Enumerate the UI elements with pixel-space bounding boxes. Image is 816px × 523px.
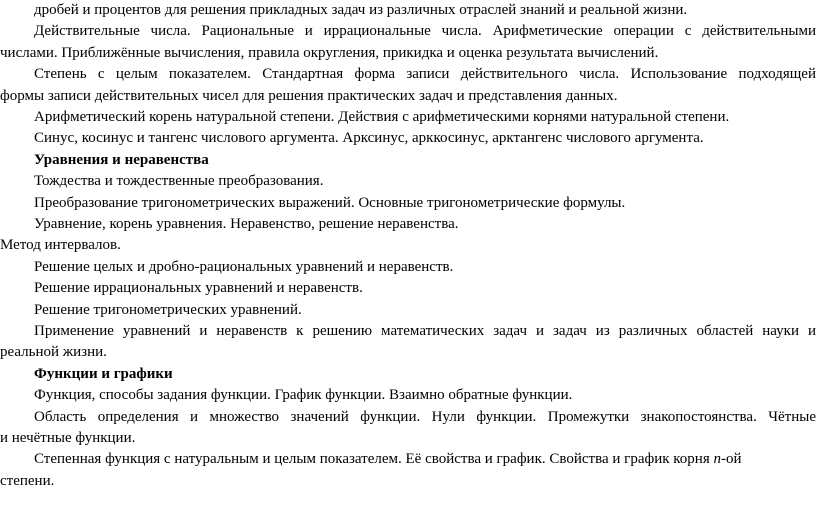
section-heading: Функции и графики <box>34 365 173 382</box>
text-line: Решение тригонометрических уравнений. <box>34 301 302 318</box>
text-line: Действительные числа. Рациональные и иррациональные числа. Арифметические операции с действительными <box>34 23 816 40</box>
text-line: Применение уравнений и неравенств к решению математических задач и задач из различных областей науки и <box>34 323 816 339</box>
text-line: дробей и процентов для решения прикладных задач из различных отраслей знаний и реальной жизни. <box>34 2 688 18</box>
text-line: Метод интервалов. <box>0 237 121 254</box>
text-line: реальной жизни. <box>0 344 107 361</box>
text-line: формы записи действительных чисел для решения практических задач и представления данных. <box>0 87 618 104</box>
text-line: Решение иррациональных уравнений и неравенств. <box>34 280 363 297</box>
text-segment: Степенная функция с натуральным и целым показателем. Её свойства и график. Свойства и график корня <box>34 451 714 468</box>
text-line: Решение целых и дробно-рациональных уравнений и неравенств. <box>34 258 454 275</box>
text-segment: -ой <box>720 451 742 468</box>
text-line: Тождества и тождественные преобразования. <box>34 173 324 190</box>
text-line: Арифметический корень натуральной степени. Действия с арифметическими корнями натуральной степени. <box>34 109 730 125</box>
text-line: Область определения и множество значений функции. Нули функции. Промежутки знакопостоянства. Чётные <box>34 408 816 425</box>
section-heading: Уравнения и неравенства <box>34 151 209 168</box>
text-line <box>34 450 816 469</box>
italic-variable: n <box>713 451 721 468</box>
text-line: степени. <box>0 472 55 489</box>
text-line: Степень с целым показателем. Стандартная форма записи действительного числа. Использование подходящей <box>34 66 816 83</box>
text-line: Уравнение, корень уравнения. Неравенство, решение неравенства. <box>34 216 459 232</box>
text-line: числами. Приближённые вычисления, правила округления, прикидка и оценка результата вычислений. <box>0 44 659 61</box>
text-line: Преобразование тригонометрических выражений. Основные тригонометрические формулы. <box>34 194 626 211</box>
text-line: и нечётные функции. <box>0 430 136 446</box>
text-line: Функция, способы задания функции. График функции. Взаимно обратные функции. <box>34 387 573 404</box>
text-line: Синус, косинус и тангенс числового аргумента. Арксинус, арккосинус, арктангенс числового аргумента. <box>34 130 704 147</box>
